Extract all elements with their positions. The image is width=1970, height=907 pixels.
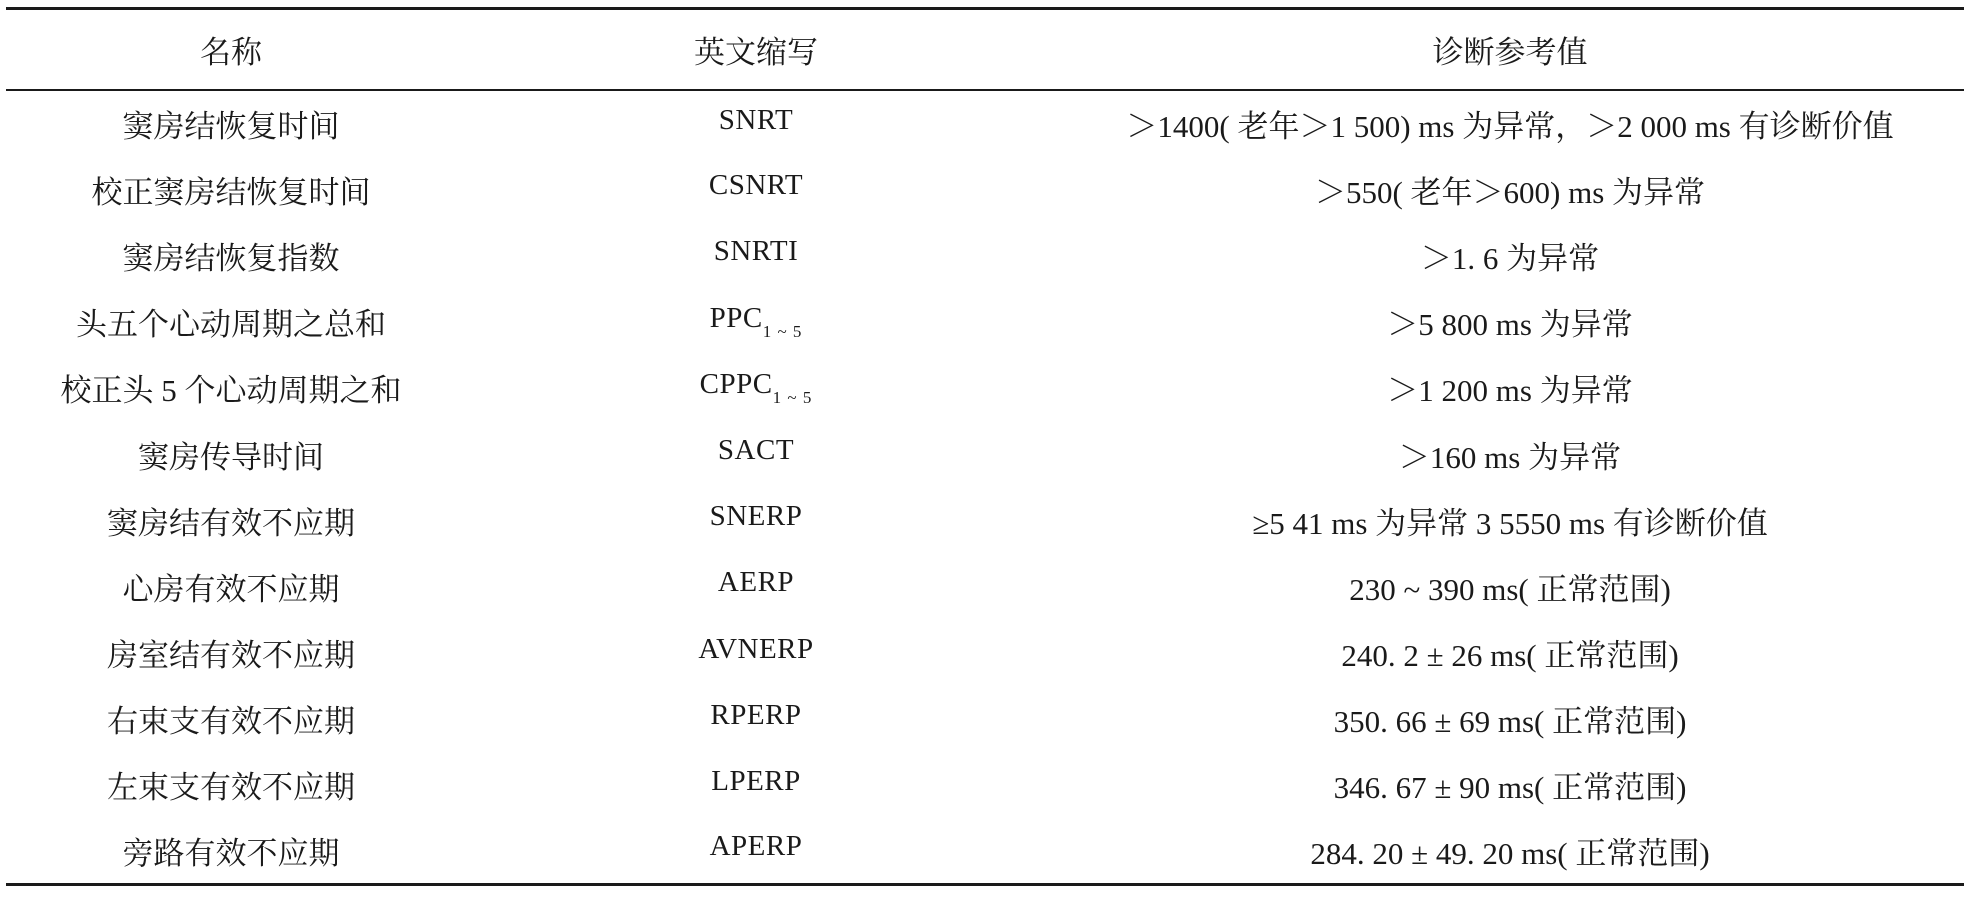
abbreviation-subscript: 1 ~ 5 bbox=[762, 321, 803, 341]
table-row bbox=[6, 156, 1964, 222]
table-row bbox=[6, 222, 1964, 288]
cell-abbreviation bbox=[456, 620, 1056, 686]
table-row bbox=[6, 421, 1964, 487]
cell-name: 窦房结有效不应期 bbox=[107, 505, 355, 541]
header-abbreviation: 英文缩写 bbox=[694, 35, 818, 70]
header-name: 名称 bbox=[200, 35, 262, 70]
cell-name: 校正窦房结恢复时间 bbox=[91, 174, 371, 210]
cell-reference-value: ＞1 200 ms 为异常 bbox=[1387, 373, 1633, 409]
abbreviation-text: SNRTI bbox=[713, 235, 799, 268]
cell-reference-value: 240. 2 ± 26 ms( 正常范围) bbox=[1341, 638, 1679, 674]
abbreviation-text: SNERP bbox=[709, 500, 803, 533]
cell-reference-value: ＞1400( 老年＞1 500) ms 为异常，＞2 000 ms 有诊断价值 bbox=[1126, 109, 1894, 145]
cell-reference-value: 230 ~ 390 ms( 正常范围) bbox=[1349, 571, 1671, 607]
cell-name: 左束支有效不应期 bbox=[107, 770, 355, 806]
table-row bbox=[6, 818, 1964, 884]
cell-reference-value: ＞160 ms 为异常 bbox=[1398, 439, 1622, 475]
cell-name: 头五个心动周期之总和 bbox=[76, 307, 386, 343]
table-row bbox=[6, 620, 1964, 686]
table-row bbox=[6, 553, 1964, 619]
abbreviation-text: LPERP bbox=[711, 764, 801, 797]
cell-abbreviation bbox=[456, 156, 1056, 222]
table-row bbox=[6, 686, 1964, 752]
cell-abbreviation bbox=[456, 90, 1056, 156]
table-row bbox=[6, 90, 1964, 156]
table-header bbox=[6, 9, 1964, 91]
cell-abbreviation bbox=[456, 686, 1056, 752]
cell-reference-value: 346. 67 ± 90 ms( 正常范围) bbox=[1333, 770, 1687, 806]
cell-reference-value: 350. 66 ± 69 ms( 正常范围) bbox=[1333, 704, 1687, 740]
cell-abbreviation bbox=[456, 553, 1056, 619]
cell-abbreviation bbox=[456, 289, 1056, 355]
table-row bbox=[6, 355, 1964, 421]
cell-abbreviation bbox=[456, 355, 1056, 421]
cell-name: 窦房传导时间 bbox=[138, 439, 324, 475]
table-body bbox=[6, 90, 1964, 884]
diagnostic-reference-table bbox=[6, 7, 1964, 886]
cell-reference-value: ＞550( 老年＞600) ms 为异常 bbox=[1314, 174, 1706, 210]
abbreviation-text: SACT bbox=[717, 434, 795, 467]
table-row bbox=[6, 487, 1964, 553]
cell-abbreviation bbox=[456, 818, 1056, 884]
abbreviation-text: CSNRT bbox=[708, 169, 804, 202]
cell-reference-value: ＞5 800 ms 为异常 bbox=[1387, 307, 1633, 343]
table-row bbox=[6, 752, 1964, 818]
cell-name: 窦房结恢复时间 bbox=[122, 109, 340, 145]
cell-name: 右束支有效不应期 bbox=[107, 704, 355, 740]
cell-abbreviation bbox=[456, 752, 1056, 818]
cell-reference-value: ≥5 41 ms 为异常 3 5550 ms 有诊断价值 bbox=[1252, 505, 1768, 541]
cell-name: 房室结有效不应期 bbox=[107, 638, 355, 674]
abbreviation-text: AERP bbox=[717, 566, 795, 599]
abbreviation-text: PPC bbox=[709, 301, 763, 334]
cell-name: 校正头 5 个心动周期之和 bbox=[60, 373, 402, 409]
abbreviation-text: APERP bbox=[709, 830, 803, 863]
abbreviation-text: AVNERP bbox=[698, 632, 814, 665]
cell-name: 窦房结恢复指数 bbox=[122, 240, 340, 276]
header-row bbox=[6, 9, 1964, 91]
abbreviation-text: RPERP bbox=[710, 698, 802, 731]
table-row bbox=[6, 289, 1964, 355]
reference-table-container bbox=[6, 7, 1964, 886]
cell-reference-value: 284. 20 ± 49. 20 ms( 正常范围) bbox=[1310, 835, 1710, 871]
cell-abbreviation bbox=[456, 222, 1056, 288]
cell-name: 旁路有效不应期 bbox=[122, 835, 340, 871]
cell-abbreviation bbox=[456, 421, 1056, 487]
cell-abbreviation bbox=[456, 487, 1056, 553]
header-reference-value: 诊断参考值 bbox=[1432, 35, 1588, 70]
abbreviation-text: SNRT bbox=[718, 103, 794, 136]
cell-name: 心房有效不应期 bbox=[122, 571, 340, 607]
abbreviation-subscript: 1 ~ 5 bbox=[772, 387, 813, 407]
abbreviation-text: CPPC bbox=[699, 367, 773, 400]
cell-reference-value: ＞1. 6 为异常 bbox=[1420, 240, 1600, 276]
